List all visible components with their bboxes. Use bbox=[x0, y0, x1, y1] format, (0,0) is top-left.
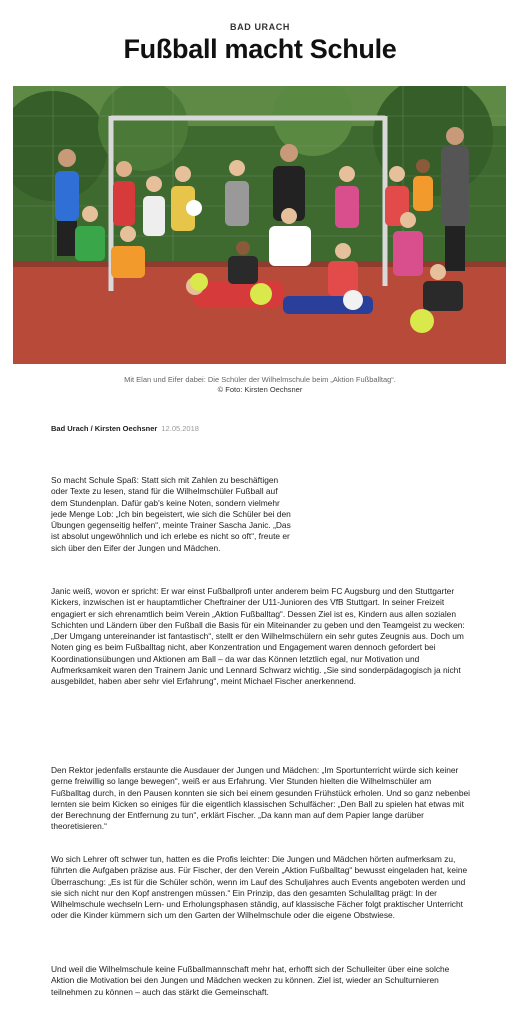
byline-date: 12.05.2018 bbox=[161, 424, 199, 433]
article-kicker: BAD URACH bbox=[230, 22, 290, 32]
article-paragraph-1: So macht Schule Spaß: Statt sich mit Zahlen zu beschäftigen oder Texte zu lesen, stand für die Wilhelmschüler Fußball auf dem Stundenplan. Dafür gab's keine Noten, sondern vielmehr jede Menge Lob: „Ich bin begeistert, wie sich die Schüler bei den Übungen gegenseitig helfen“, meinte Trainer Sascha Janic. „Das ist absolut ungewöhnlich und ich erlebe es nicht so oft“, freute er sich über den Eifer der Jungen und Mädchen. bbox=[51, 475, 291, 553]
byline bbox=[51, 424, 199, 433]
byline-author[interactable]: Bad Urach / Kirsten Oechsner bbox=[51, 424, 158, 433]
article-photo bbox=[13, 86, 506, 364]
caption-text: Mit Elan und Eifer dabei: Die Schüler der Wilhelmschule beim „Aktion Fußballtag“. bbox=[124, 375, 396, 384]
article-paragraph-3: Den Rektor jedenfalls erstaunte die Ausdauer der Jungen und Mädchen: „Im Sportunterricht würde sich keiner gerne freiwillig so lange bewegen“, weiß er aus Erfahrung. Vier Stunden hielten die Wilhelmschüler am Fußballtag durch, in den Pausen konnten sie sich bei einem gesunden Frühstück erholen. Und so ganz nebenbei lernten sie beim Kicken so einiges für die eigentlich klassischen Schulfächer: „Den Ball zu spielen hat etwas mit der Berechnung der Entfernung zu tun“, erklärt Fischer. „Da kann man auf dem Papier lange darüber theoretisieren.“ bbox=[51, 765, 471, 832]
article-paragraph-5: Und weil die Wilhelmschule keine Fußballmannschaft mehr hat, erhofft sich der Schulleiter über eine solche Aktion die Motivation bei den Jungen und Mädchen wecken zu können. Ziel ist, wieder an Schulturnieren teilnehmen zu können – auch das stärkt die Gemeinschaft. bbox=[51, 964, 450, 997]
article-paragraph-4: Wo sich Lehrer oft schwer tun, hatten es die Profis leichter: Die Jungen und Mädchen hörten aufmerksam zu, führten die Aufgaben präzise aus. Für Fischer, der den Verein „Aktion Fußballtag“ bewusst eingeladen hat, keine Überraschung: „Es ist für die Schüler schön, wenn im Lauf des Schuljahres auch Events angeboten werden und sie sich nicht nur den Kopf anstrengen müssen.“ Ein Prinzip, das den gesamten Schulalltag prägt: In der Wilhelmschule wechseln Lern- und Erholungsphasen ständig, auf klassische Fächer folgt praktischer Unterricht oder die Kinder kümmern sich um den Garten der Wilhelmschule oder die eigene Obstwiese. bbox=[51, 854, 468, 921]
article-title: Fußball macht Schule bbox=[123, 34, 397, 64]
photo-credit: © Foto: Kirsten Oechsner bbox=[217, 385, 303, 394]
photo-caption bbox=[0, 375, 520, 395]
article-paragraph-2: Janic weiß, wovon er spricht: Er war einst Fußballprofi unter anderem beim FC Augsburg und den Stuttgarter Kickers, inzwischen ist er hauptamtlicher Cheftrainer der U11-Junioren des VfB Stuttgart. In seiner Freizeit engagiert er sich ehrenamtlich beim Verein „Aktion Fußballtag“. Dessen Ziel ist es, Kindern aus allen sozialen Schichten und Ländern über den Fußball die Basis für ein Miteinander zu geben und den Teamgeist zu wecken: „Der Umgang untereinander ist fantastisch“, stellt er den Wilhelmschülern ein sehr gutes Zeugnis aus. Doch um Noten ging es beim Fußballtag nicht, aber Konzentration und Engagement waren dennoch gefordert bei Koordinationsübungen und Aktionen am Ball – da war das Können letztlich egal, nur Motivation und Aufmerksamkeit waren den Trainern Janic und Lennard Schwarz wichtig. „Sie sind sonderpädagogisch ja nicht ausgebildet, haben aber sehr viel Erfahrung“, meint Michael Fischer anerkennend. bbox=[51, 586, 465, 687]
